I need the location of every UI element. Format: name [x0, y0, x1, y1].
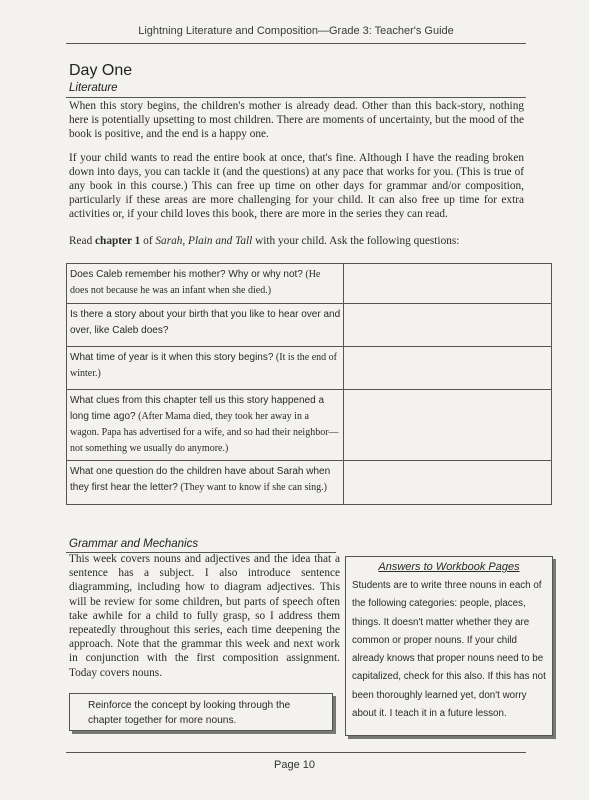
- answer-cell[interactable]: [344, 304, 552, 347]
- answer-cell[interactable]: [344, 347, 552, 390]
- running-header: Lightning Literature and Composition—Grade 3: Teacher's Guide: [138, 25, 454, 37]
- suggested-answer: (After Mama died, they took her away in a wagon. Papa has advertised for a wife, and so had their neighbor—not something we usually do anymore.): [70, 411, 339, 454]
- question-row: [67, 304, 552, 347]
- day-title: Day One: [69, 62, 133, 79]
- reinforce-callout: Reinforce the concept by looking through the chapter together for more nouns.: [69, 693, 333, 731]
- questions-table: [66, 263, 552, 505]
- question-cell: [67, 347, 344, 390]
- question-cell: [67, 304, 344, 347]
- suggested-answer: (He does not because he was an infant when she died.): [70, 269, 321, 296]
- footer-rule: [66, 752, 526, 753]
- question-text: What time of year is it when this story begins?: [70, 352, 274, 363]
- question-text: Is there a story about your birth that you like to hear over and over, like Caleb does?: [70, 309, 341, 336]
- question-cell: [67, 264, 344, 304]
- literature-paragraph-1: When this story begins, the children's mother is already dead. Other than this back-story, nothing here is potentially upsetting to most children. There are moments of uncertainty, but the mood of the book is positive, and the end is a happy one.: [69, 100, 524, 140]
- answers-box-title: Answers to Workbook Pages: [378, 561, 520, 573]
- question-row: [67, 390, 552, 461]
- literature-rule: [66, 97, 526, 98]
- answers-box: [345, 556, 553, 736]
- answers-box-body: Students are to write three nouns in each of the following categories: people, places, things. It doesn't matter whether they are common or proper nouns. If your child already knows that proper nouns need to be capitalized, check for this also. If this has not been thoroughly learned yet, don't worry about it. I teach it in a future lesson.: [352, 580, 546, 720]
- page-number: Page 10: [274, 759, 315, 771]
- book-title: Sarah, Plain and Tall: [155, 235, 253, 247]
- question-text: What one question do the children have about Sarah when they first hear the letter?: [70, 466, 331, 493]
- literature-paragraph-2: If your child wants to read the entire book at once, that's fine. Although I have the reading broken down into days, you can tackle it (and the questions) at any pace that works for you. (This is true of any book in this course.) This can free up time on other days for grammar and/or composition, particularly if these areas are more challenging for your child. It can also free up time for extra activities or, if your child loves this book, there are more in the series they can read.: [69, 152, 524, 220]
- answer-cell[interactable]: [344, 390, 552, 461]
- suggested-answer: (They want to know if she can sing.): [180, 482, 327, 493]
- question-row: [67, 347, 552, 390]
- chapter-reference: chapter 1: [95, 235, 141, 247]
- reading-instruction: Read chapter 1 of Sarah, Plain and Tall with your child. Ask the following questions:: [69, 235, 460, 247]
- answer-cell[interactable]: [344, 461, 552, 505]
- grammar-paragraph: This week covers nouns and adjectives and the idea that a sentence has a subject. I also introduce sentence diagramming, including how to diagram adjectives. This will be review for some children, but parts of speech often take awhile for a child to fully grasp, so I address them repeatedly throughout this series, each time deepening the approach. Note that the grammar this week and next work in conjunction with the first composition assignment. Today covers nouns.: [69, 553, 340, 679]
- header-rule: [66, 43, 526, 44]
- question-text: Does Caleb remember his mother? Why or why not?: [70, 269, 303, 280]
- question-row: [67, 264, 552, 304]
- grammar-heading: Grammar and Mechanics: [69, 538, 199, 550]
- question-row: [67, 461, 552, 505]
- question-cell: [67, 390, 344, 461]
- literature-heading: Literature: [69, 82, 118, 94]
- question-cell: [67, 461, 344, 505]
- suggested-answer: (It is the end of winter.): [70, 352, 338, 379]
- question-text: What clues from this chapter tell us this story happened a long time ago?: [70, 395, 325, 422]
- answer-cell[interactable]: [344, 264, 552, 304]
